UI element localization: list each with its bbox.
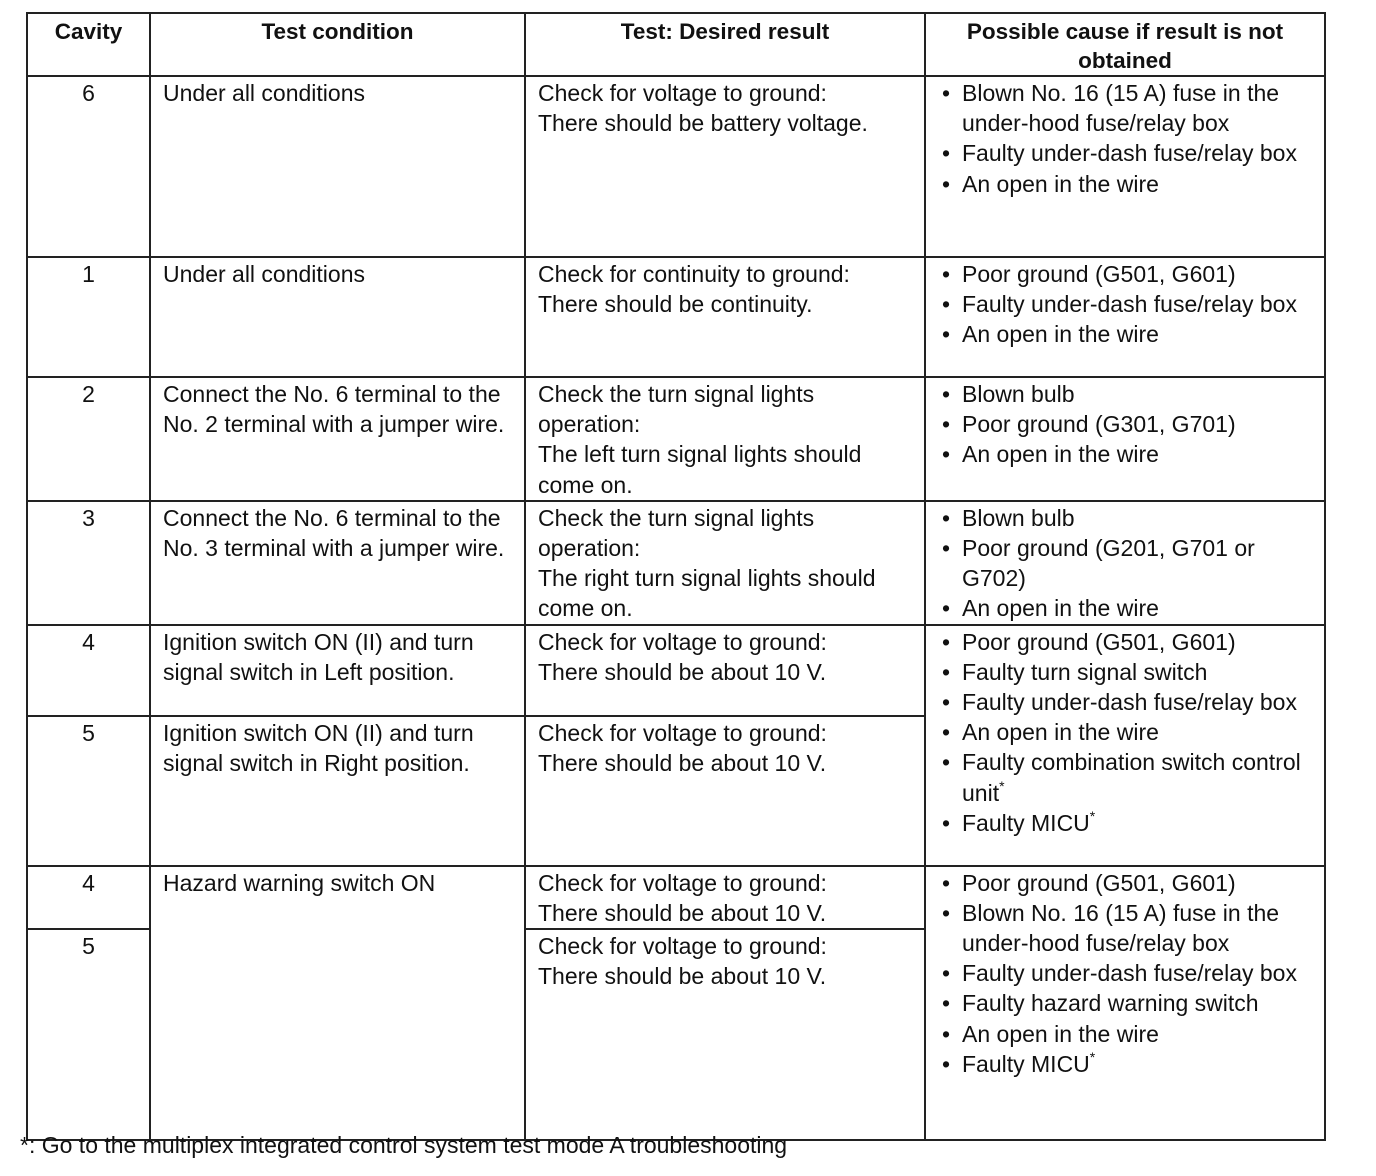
result-cell: [525, 76, 925, 257]
condition-cell: Under all conditions: [150, 257, 525, 377]
cause-item: • Faulty under-dash fuse/relay box: [938, 289, 1316, 319]
condition-cell: Hazard warning switch ON: [150, 866, 525, 1140]
cavity-cell: [27, 76, 150, 257]
cause-item: [938, 687, 1316, 717]
result-line: There should be battery voltage.: [538, 110, 868, 137]
cause-item: • An open in the wire: [938, 593, 1316, 623]
cause-item: • Faulty under-dash fuse/relay box: [938, 138, 1316, 168]
troubleshooting-table: [26, 12, 1326, 1141]
cause-item: [938, 868, 1316, 898]
cause-item: • Poor ground (G201, G701 or G702): [938, 533, 1316, 593]
cavity-number: 5: [82, 933, 95, 960]
cavity-number: 4: [82, 628, 95, 655]
table-row: [27, 76, 1325, 257]
cause-text: Faulty hazard warning switch: [962, 990, 1259, 1017]
cause-text: An open in the wire: [962, 719, 1159, 746]
result-cell: [525, 501, 925, 625]
result-line: Check for voltage to ground:: [538, 869, 827, 896]
result-cell: [525, 625, 925, 716]
cause-cell: [925, 866, 1325, 1140]
cause-item: [938, 898, 1316, 958]
footnote-mark: *: [1089, 1048, 1096, 1065]
result-cell: [525, 377, 925, 501]
result-line: Check the turn signal lights operation:: [538, 504, 815, 562]
result-line: There should be continuity.: [538, 291, 813, 318]
result-cell: [525, 716, 925, 866]
cause-item: • Blown bulb: [938, 503, 1316, 533]
cause-item: [938, 1019, 1316, 1049]
cause-item: • Blown bulb: [938, 379, 1316, 409]
result-line: Check for voltage to ground:: [538, 719, 827, 746]
cause-item: • An open in the wire: [938, 169, 1316, 199]
cause-item: • Poor ground (G501, G601): [938, 259, 1316, 289]
cavity-number: 2: [82, 381, 95, 407]
header-cavity: Cavity: [27, 13, 150, 76]
cause-text: Faulty combination switch control unit: [962, 749, 1301, 806]
cause-text: Poor ground (G501, G601): [962, 628, 1236, 655]
result-line: There should be about 10 V.: [538, 658, 827, 685]
cause-item: • An open in the wire: [938, 319, 1316, 349]
cause-text: Faulty MICU: [962, 809, 1090, 836]
result-cell: [525, 866, 925, 929]
cavity-number: 3: [82, 504, 95, 531]
result-line: Check for voltage to ground:: [538, 80, 827, 106]
cause-text: Blown No. 16 (15 A) fuse in the under-hood fuse/relay box: [962, 899, 1280, 957]
cavity-cell: [27, 501, 150, 625]
table-row: [27, 866, 1325, 929]
cavity-cell: [27, 716, 150, 866]
cause-cell: [925, 257, 1325, 377]
header-row: [27, 13, 1325, 76]
cause-cell: [925, 76, 1325, 257]
cavity-cell: [27, 866, 150, 929]
result-line: Check for voltage to ground:: [538, 628, 827, 655]
cause-item: • Poor ground (G301, G701): [938, 409, 1316, 439]
cause-item: [938, 657, 1316, 687]
result-line: Check for continuity to ground:: [538, 261, 850, 287]
cavity-cell: [27, 929, 150, 1140]
result-line: Check the turn signal lights operation:: [538, 381, 815, 438]
cause-item: [938, 717, 1316, 747]
cavity-number: 5: [82, 719, 95, 746]
result-line: There should be about 10 V.: [538, 899, 827, 926]
result-cell: [525, 257, 925, 377]
cause-item: [938, 808, 1316, 838]
cause-text: Faulty under-dash fuse/relay box: [962, 960, 1297, 987]
condition-cell: Ignition switch ON (II) and turn signal switch in Right position.: [150, 716, 525, 866]
cause-text: Faulty MICU: [962, 1050, 1090, 1077]
result-cell: [525, 929, 925, 1140]
cause-item: [938, 958, 1316, 988]
table-row: [27, 377, 1325, 501]
cavity-cell: [27, 625, 150, 716]
cause-text: Faulty turn signal switch: [962, 658, 1208, 685]
cause-cell: [925, 377, 1325, 501]
cause-cell: [925, 501, 1325, 625]
cavity-cell: [27, 377, 150, 501]
cavity-number: 1: [82, 261, 95, 287]
footnote-mark: *: [1089, 807, 1096, 824]
result-line: There should be about 10 V.: [538, 963, 827, 990]
header-test-condition: Test condition: [150, 13, 525, 76]
header-desired-result: Test: Desired result: [525, 13, 925, 76]
cause-text: An open in the wire: [962, 1020, 1159, 1047]
header-possible-cause: Possible cause if result is not obtained: [925, 13, 1325, 76]
result-line: There should be about 10 V.: [538, 749, 827, 776]
condition-cell: Ignition switch ON (II) and turn signal switch in Left position.: [150, 625, 525, 716]
cause-item: [938, 627, 1316, 657]
table-row: [27, 625, 1325, 716]
cause-item: [938, 988, 1316, 1018]
condition-cell: Connect the No. 6 terminal to the No. 3 terminal with a jumper wire.: [150, 501, 525, 625]
result-line: Check for voltage to ground:: [538, 933, 827, 960]
condition-cell: Under all conditions: [150, 76, 525, 257]
cause-item: • Blown No. 16 (15 A) fuse in the under-hood fuse/relay box: [938, 78, 1316, 138]
cavity-number: 6: [82, 80, 95, 106]
table-row: [27, 257, 1325, 377]
result-line: The right turn signal lights should come on.: [538, 565, 876, 622]
footnote-mark: *: [999, 777, 1005, 794]
cause-item: [938, 1049, 1316, 1079]
cause-item: • An open in the wire: [938, 439, 1316, 469]
cavity-number: 4: [82, 869, 95, 896]
cause-text: Poor ground (G501, G601): [962, 869, 1236, 896]
cause-item: [938, 747, 1316, 807]
footnote: *: Go to the multiplex integrated control system test mode A troubleshooting: [20, 1132, 788, 1158]
table-row: [27, 501, 1325, 625]
cavity-cell: [27, 257, 150, 377]
condition-cell: Connect the No. 6 terminal to the No. 2 terminal with a jumper wire.: [150, 377, 525, 501]
cause-cell: [925, 625, 1325, 866]
cause-text: Faulty under-dash fuse/relay box: [962, 689, 1297, 716]
result-line: The left turn signal lights should come on.: [538, 441, 862, 498]
